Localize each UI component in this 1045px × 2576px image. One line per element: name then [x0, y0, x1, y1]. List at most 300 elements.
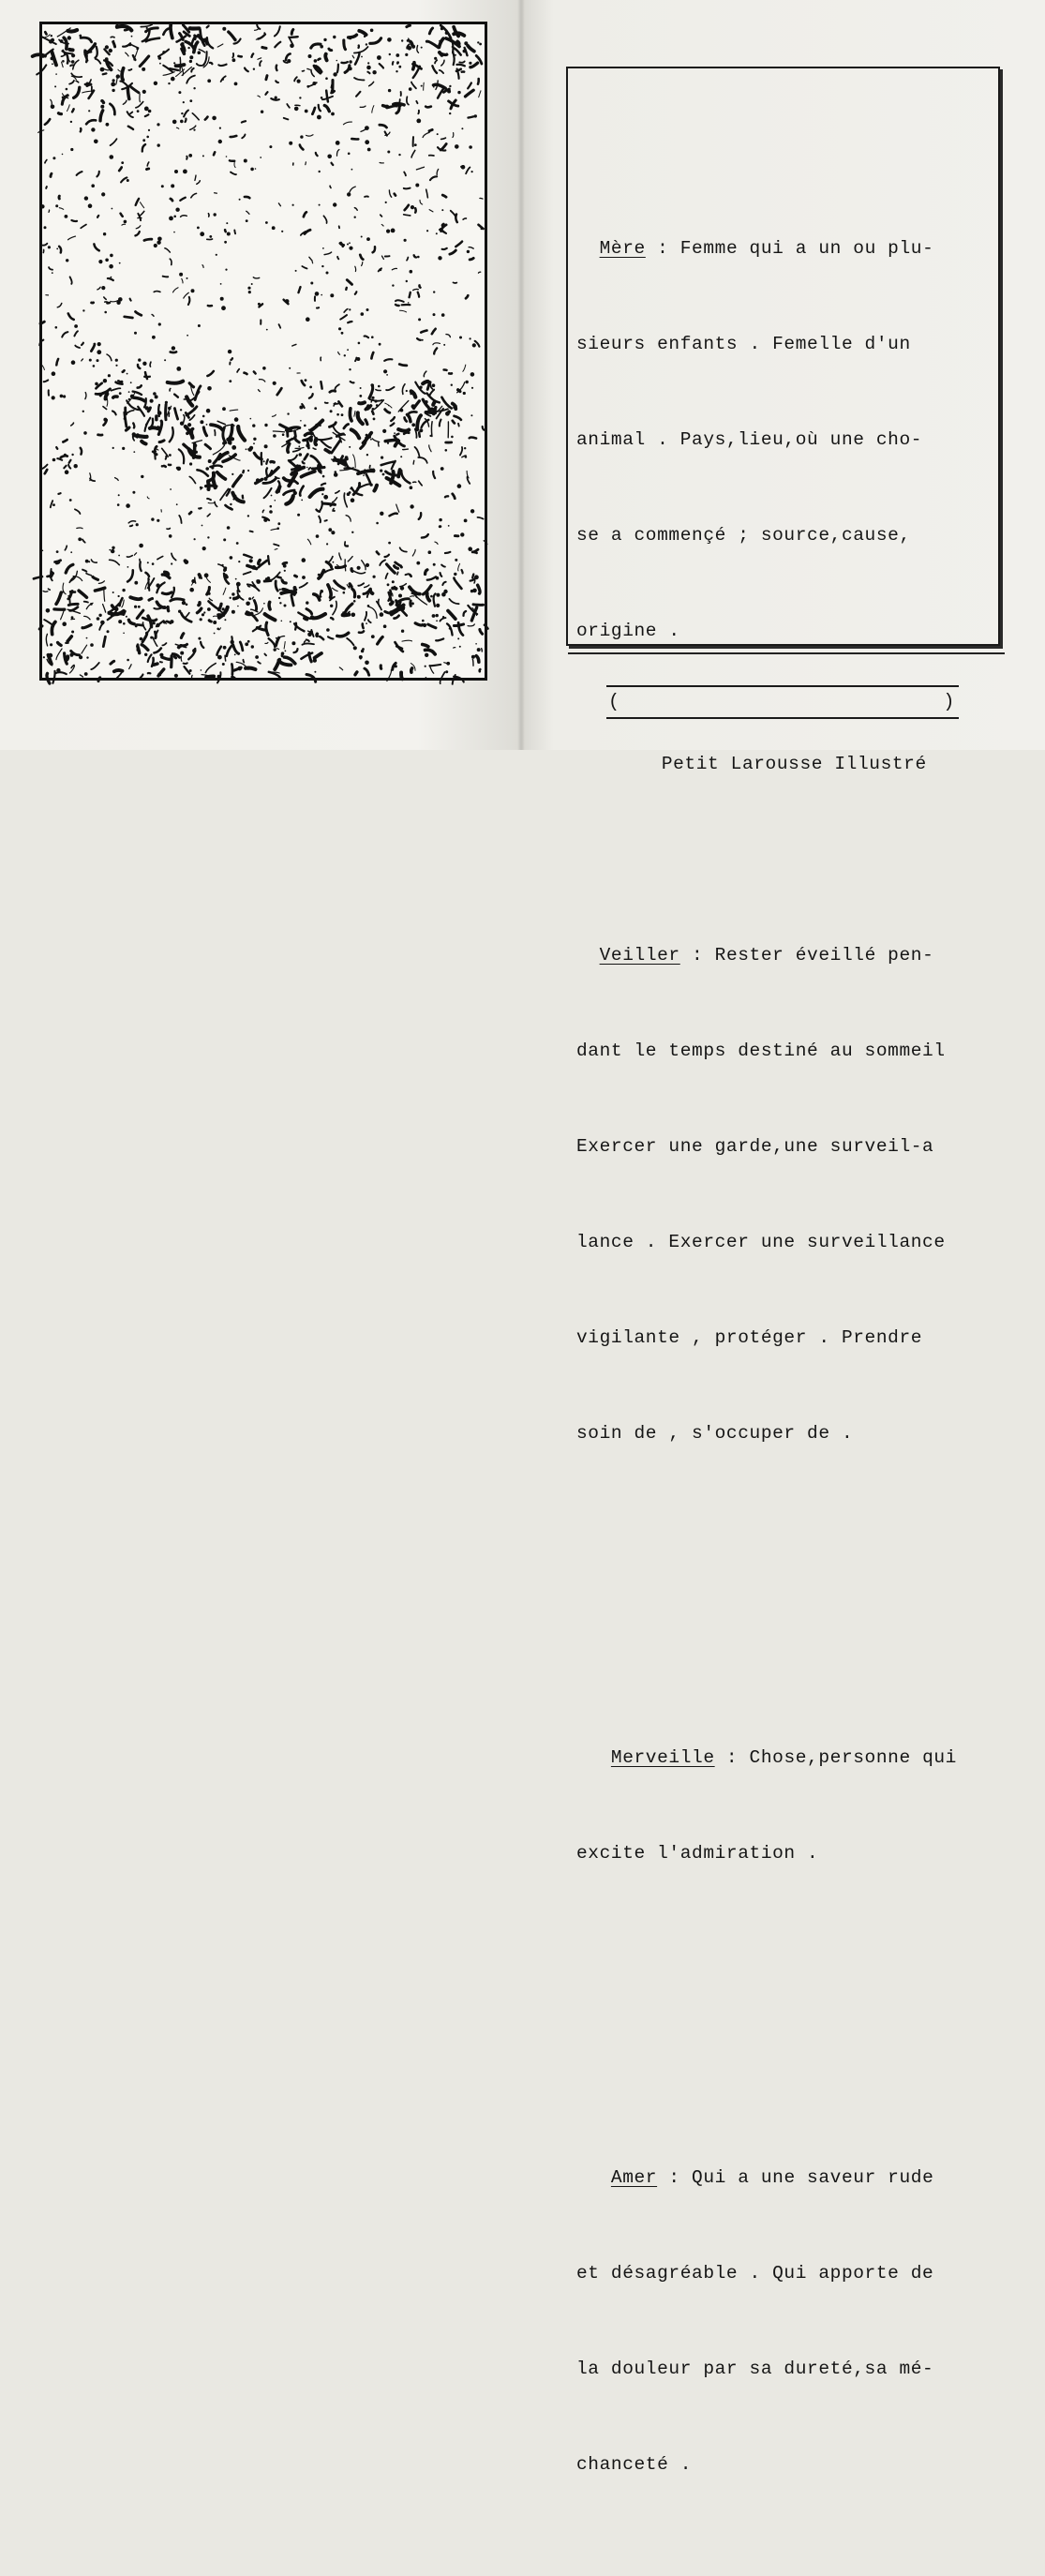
crackle-stroke — [208, 214, 209, 217]
crackle-stroke — [231, 358, 233, 360]
ink-dot — [284, 605, 287, 607]
ink-dot — [404, 239, 407, 242]
crackle-stroke — [85, 393, 86, 399]
crackle-stroke — [258, 96, 261, 97]
crackle-stroke — [403, 449, 409, 450]
ink-dot — [183, 101, 185, 103]
headword: Veiller — [600, 945, 680, 966]
ink-dot — [256, 478, 260, 482]
crackle-stroke — [469, 247, 473, 249]
crackle-stroke — [319, 59, 321, 60]
crackle-stroke — [367, 72, 369, 74]
crackle-stroke — [168, 607, 169, 611]
crackle-stroke — [293, 449, 300, 452]
crackle-stroke — [360, 106, 366, 107]
ink-dot — [119, 392, 122, 395]
crackle-stroke — [124, 611, 125, 614]
crackle-stroke — [426, 41, 438, 48]
ink-dot — [381, 457, 383, 459]
ink-dot — [187, 277, 188, 279]
crackle-stroke — [344, 309, 348, 313]
crackle-stroke — [56, 562, 59, 563]
ink-dot — [262, 367, 266, 370]
ink-dot — [202, 155, 204, 157]
crackle-stroke — [419, 432, 420, 436]
crackle-stroke — [189, 383, 193, 387]
definition-line: Femme qui a un ou plu- — [668, 238, 933, 259]
definition-line: Exercer une garde,une surveil-a — [576, 1131, 1003, 1162]
crackle-stroke — [485, 625, 488, 629]
ink-dot — [366, 563, 369, 567]
ink-dot — [216, 628, 219, 631]
ink-dot — [219, 127, 221, 129]
ink-dot — [183, 170, 187, 174]
crackle-stroke — [468, 624, 474, 626]
ink-dot — [313, 658, 317, 662]
crackle-stroke — [325, 450, 329, 453]
crackle-stroke — [365, 585, 369, 588]
crackle-stroke — [466, 168, 470, 174]
ink-dot — [224, 574, 228, 577]
ink-dot — [276, 637, 277, 639]
crackle-stroke — [346, 516, 351, 521]
crackle-stroke — [130, 597, 141, 599]
crackle-stroke — [340, 315, 347, 320]
crackle-stroke — [455, 406, 456, 408]
ink-dot — [374, 399, 377, 402]
ink-dot — [168, 82, 170, 84]
ink-dot — [344, 354, 346, 356]
ink-dot — [157, 123, 159, 126]
ink-dot — [51, 35, 52, 37]
ink-dot — [192, 649, 196, 652]
ink-dot — [93, 365, 96, 367]
crackle-stroke — [422, 420, 429, 427]
ink-dot — [379, 268, 381, 271]
ink-dot — [336, 60, 338, 62]
ink-dot — [436, 620, 438, 622]
crackle-stroke — [244, 572, 251, 575]
crackle-stroke — [67, 637, 71, 641]
ink-dot — [98, 614, 101, 617]
ink-dot — [97, 342, 101, 346]
ink-dot — [127, 566, 129, 568]
crackle-stroke — [455, 48, 461, 54]
crackle-stroke — [478, 79, 479, 84]
ink-dot — [273, 382, 276, 385]
crackle-stroke — [77, 172, 82, 175]
ink-dot — [303, 560, 305, 562]
crackle-stroke — [243, 660, 244, 663]
crackle-stroke — [207, 26, 209, 28]
ink-dot — [127, 373, 128, 375]
ink-dot — [222, 564, 224, 566]
crackle-stroke — [201, 31, 205, 46]
crackle-stroke — [276, 649, 279, 650]
ink-dot — [222, 27, 226, 31]
ink-dot — [291, 641, 295, 645]
ink-dot — [224, 241, 227, 244]
ink-dot — [207, 536, 209, 538]
ink-dot — [342, 611, 345, 614]
ink-dot — [54, 85, 56, 87]
crackle-stroke — [425, 107, 431, 108]
crackle-stroke — [59, 247, 61, 253]
ink-dot — [127, 179, 129, 182]
crackle-stroke — [466, 90, 474, 97]
ink-dot — [479, 43, 482, 46]
crackle-stroke — [82, 539, 85, 542]
crackle-stroke — [434, 348, 437, 353]
crackle-stroke — [479, 91, 481, 97]
crackle-stroke — [170, 389, 171, 392]
ink-dot — [264, 477, 268, 481]
crackle-stroke — [242, 134, 245, 138]
crackle-stroke — [207, 239, 213, 240]
ink-dot — [454, 573, 456, 576]
crackle-stroke — [407, 25, 411, 27]
crackle-stroke — [232, 53, 233, 57]
crackle-stroke — [423, 132, 429, 137]
crackle-stroke — [299, 287, 301, 292]
ink-dot — [347, 192, 351, 196]
ink-dot — [111, 82, 115, 87]
crackle-stroke — [207, 371, 214, 376]
crackle-stroke — [104, 589, 105, 601]
ink-dot — [370, 484, 373, 487]
crackle-stroke — [387, 670, 392, 681]
close-paren: ) — [943, 687, 955, 718]
crackle-stroke — [184, 663, 187, 664]
crackle-stroke — [138, 365, 140, 368]
ink-dot — [221, 306, 226, 310]
ink-dot — [148, 110, 152, 113]
ink-dot — [51, 105, 55, 110]
ink-dot — [146, 27, 148, 29]
ink-dot — [274, 648, 276, 651]
crackle-stroke — [474, 552, 477, 553]
ink-dot — [408, 302, 410, 304]
ink-dot — [400, 409, 404, 412]
crackle-stroke — [353, 571, 365, 574]
crackle-stroke — [355, 358, 356, 362]
ink-dot — [285, 651, 287, 652]
ink-dot — [300, 420, 302, 422]
crackle-stroke — [294, 649, 298, 652]
ink-dot — [231, 610, 235, 614]
crackle-stroke — [368, 607, 378, 618]
ink-dot — [207, 607, 211, 611]
crackle-stroke — [75, 346, 80, 348]
crackle-stroke — [266, 468, 267, 476]
ink-dot — [201, 577, 202, 579]
ink-dot — [206, 424, 208, 426]
crackle-texture-image — [42, 24, 485, 678]
ink-dot — [422, 339, 424, 341]
ink-dot — [198, 637, 201, 640]
crackle-stroke — [200, 575, 201, 577]
crackle-stroke — [278, 203, 280, 206]
crackle-stroke — [482, 649, 483, 651]
ink-dot — [477, 648, 481, 651]
crackle-stroke — [379, 442, 380, 446]
crackle-stroke — [136, 199, 139, 205]
crackle-stroke — [127, 400, 140, 410]
ink-dot — [349, 67, 352, 70]
ink-dot — [222, 663, 225, 666]
crackle-stroke — [205, 117, 208, 120]
ink-dot — [380, 612, 384, 617]
ink-dot — [71, 60, 75, 64]
crackle-stroke — [415, 208, 416, 212]
ink-dot — [71, 53, 75, 57]
crackle-stroke — [354, 47, 368, 53]
crackle-stroke — [246, 614, 252, 615]
crackle-stroke — [39, 626, 42, 629]
crackle-stroke — [396, 305, 399, 306]
ink-dot — [445, 449, 448, 452]
crackle-stroke — [151, 419, 153, 427]
crackle-stroke — [103, 407, 107, 410]
crackle-stroke — [67, 30, 77, 32]
ink-dot — [349, 247, 352, 250]
crackle-stroke — [269, 638, 276, 647]
ink-dot — [347, 349, 349, 351]
crackle-stroke — [301, 472, 315, 477]
crackle-stroke — [180, 198, 186, 201]
crackle-stroke — [218, 564, 225, 568]
ink-dot — [109, 264, 113, 269]
crackle-stroke — [353, 484, 359, 495]
crackle-stroke — [311, 456, 321, 467]
crackle-stroke — [217, 472, 226, 479]
ink-dot — [158, 56, 162, 60]
crackle-stroke — [427, 593, 430, 601]
ink-dot — [411, 45, 415, 49]
crackle-stroke — [417, 46, 419, 53]
crackle-stroke — [330, 391, 336, 392]
ink-dot — [82, 411, 84, 412]
ink-dot — [189, 55, 193, 59]
ink-dot — [349, 242, 351, 244]
ink-dot — [132, 432, 136, 436]
crackle-stroke — [410, 292, 411, 297]
crackle-stroke — [205, 444, 210, 449]
crackle-stroke — [209, 621, 211, 622]
ink-dot — [351, 169, 353, 171]
ink-dot — [253, 442, 255, 444]
crackle-stroke — [146, 628, 150, 633]
ink-dot — [306, 601, 308, 604]
crackle-stroke — [202, 265, 203, 268]
ink-dot — [461, 165, 466, 170]
crackle-stroke — [67, 656, 68, 659]
ink-dot — [400, 566, 403, 569]
crackle-stroke — [385, 410, 390, 413]
crackle-stroke — [170, 68, 178, 70]
crackle-stroke — [231, 665, 232, 675]
ink-dot — [65, 215, 68, 218]
crackle-stroke — [367, 593, 368, 597]
ink-dot — [234, 417, 239, 422]
ink-dot — [297, 514, 300, 517]
ink-dot — [111, 277, 112, 278]
crackle-stroke — [71, 423, 74, 426]
crackle-stroke — [158, 669, 164, 676]
ink-dot — [191, 579, 195, 583]
crackle-stroke — [91, 560, 97, 562]
ink-dot — [410, 270, 413, 274]
crackle-stroke — [358, 583, 364, 585]
ink-dot — [410, 486, 413, 489]
crackle-stroke — [271, 461, 274, 462]
crackle-stroke — [396, 562, 401, 566]
crackle-stroke — [320, 637, 323, 639]
ink-dot — [354, 217, 356, 218]
ink-dot — [426, 230, 428, 232]
crackle-stroke — [62, 62, 64, 67]
ink-dot — [250, 418, 252, 420]
ink-dot — [279, 602, 281, 604]
crackle-stroke — [162, 657, 171, 659]
crackle-stroke — [192, 675, 193, 679]
ink-dot — [138, 358, 141, 361]
ink-dot — [392, 580, 395, 583]
ink-dot — [294, 107, 299, 112]
ink-illustration — [39, 22, 487, 681]
ink-dot — [130, 382, 132, 383]
ink-dot — [236, 582, 241, 587]
crackle-stroke — [171, 199, 172, 201]
ink-dot — [169, 534, 172, 538]
ink-dot — [195, 451, 198, 454]
ink-dot — [48, 246, 51, 248]
crackle-stroke — [265, 614, 276, 620]
crackle-stroke — [436, 638, 443, 640]
crackle-stroke — [441, 54, 447, 55]
crackle-stroke — [337, 257, 338, 259]
ink-dot — [447, 90, 451, 94]
ink-dot — [223, 646, 227, 650]
crackle-stroke — [326, 91, 328, 102]
ink-dot — [100, 105, 104, 109]
crackle-stroke — [223, 588, 226, 594]
ink-dot — [416, 119, 421, 124]
ink-dot — [416, 562, 420, 565]
ink-dot — [70, 121, 72, 123]
definition-line: lance . Exercer une surveillance — [576, 1226, 1003, 1258]
crackle-stroke — [440, 420, 441, 427]
crackle-stroke — [69, 460, 71, 463]
crackle-stroke — [262, 48, 266, 49]
ink-dot — [320, 590, 323, 593]
crackle-stroke — [201, 642, 203, 648]
source-citation — [606, 685, 959, 719]
ink-dot — [230, 556, 233, 560]
ink-dot — [173, 232, 175, 233]
crackle-stroke — [440, 618, 445, 621]
crackle-stroke — [166, 457, 167, 459]
ink-dot — [107, 630, 110, 633]
crackle-stroke — [192, 441, 202, 443]
crackle-stroke — [162, 448, 169, 457]
ink-dot — [300, 135, 303, 138]
ink-dot — [232, 58, 236, 62]
crackle-stroke — [100, 111, 103, 121]
ink-dot — [66, 259, 68, 262]
ink-dot — [136, 523, 139, 526]
headword: Amer — [611, 2167, 657, 2188]
ink-dot — [325, 77, 328, 80]
crackle-stroke — [130, 112, 132, 114]
crackle-stroke — [296, 440, 300, 442]
ink-dot — [51, 571, 52, 573]
ink-dot — [247, 668, 249, 670]
ink-dot — [466, 381, 469, 383]
ink-dot — [474, 575, 479, 579]
ink-dot — [193, 408, 195, 410]
ink-dot — [169, 454, 172, 457]
crackle-stroke — [82, 645, 87, 653]
crackle-stroke — [468, 46, 474, 52]
ink-dot — [469, 145, 472, 149]
ink-dot — [319, 467, 321, 469]
crackle-stroke — [142, 144, 145, 151]
ink-dot — [330, 293, 334, 297]
ink-dot — [189, 462, 192, 465]
ink-dot — [227, 232, 231, 236]
crackle-stroke — [305, 433, 312, 435]
crackle-stroke — [57, 458, 62, 460]
ink-dot — [115, 359, 118, 362]
ink-dot — [273, 434, 276, 438]
crackle-stroke — [411, 596, 414, 597]
ink-dot — [97, 350, 101, 354]
crackle-stroke — [442, 582, 445, 585]
ink-dot — [351, 613, 356, 618]
ink-dot — [176, 503, 178, 505]
ink-dot — [347, 492, 351, 496]
ink-dot — [88, 203, 93, 208]
crackle-stroke — [84, 616, 90, 619]
crackle-stroke — [386, 387, 394, 390]
crackle-stroke — [343, 122, 351, 125]
ink-dot — [336, 413, 339, 416]
crackle-stroke — [69, 50, 72, 51]
ink-dot — [448, 525, 450, 527]
crackle-stroke — [269, 602, 270, 609]
ink-dot — [188, 41, 191, 44]
ink-dot — [320, 45, 323, 49]
crackle-stroke — [311, 44, 321, 48]
crackle-stroke — [275, 548, 277, 549]
crackle-stroke — [449, 599, 458, 604]
ink-dot — [237, 666, 242, 671]
ink-dot — [52, 157, 55, 159]
ink-dot — [156, 623, 159, 627]
crackle-stroke — [103, 73, 107, 74]
ink-dot — [436, 593, 440, 597]
ink-dot — [410, 504, 413, 508]
crackle-stroke — [435, 60, 437, 63]
crackle-stroke — [466, 295, 468, 298]
crackle-stroke — [429, 409, 432, 410]
ink-dot — [366, 454, 368, 456]
ink-dot — [433, 86, 435, 88]
ink-dot — [144, 107, 149, 112]
ink-dot — [290, 621, 291, 622]
crackle-stroke — [125, 317, 133, 318]
